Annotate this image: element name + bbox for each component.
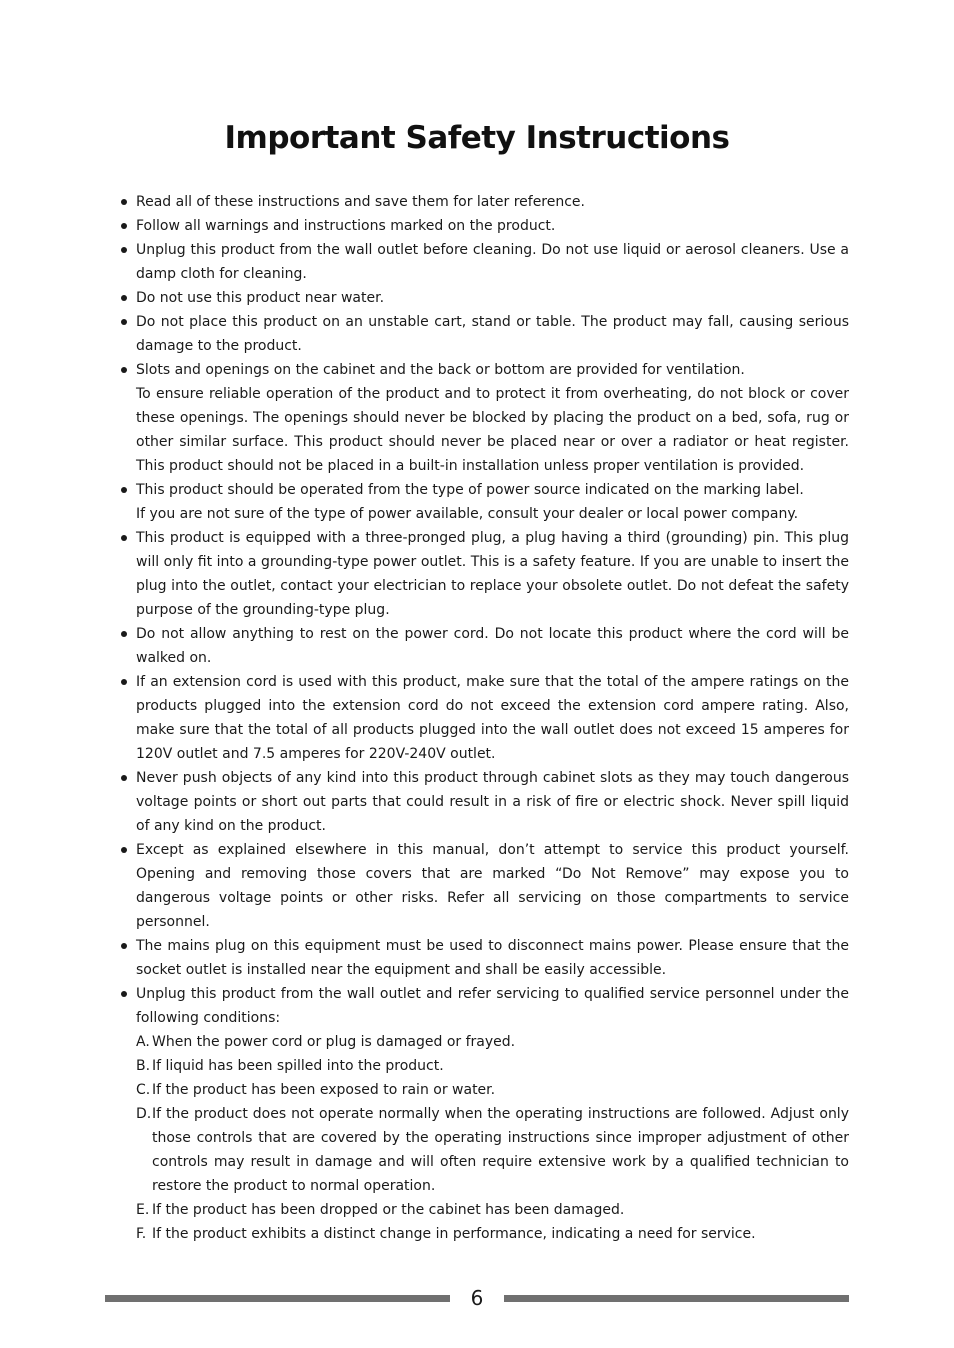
list-item — [118, 238, 849, 286]
condition-text: If liquid has been spilled into the product. — [152, 1058, 444, 1074]
bullet-icon — [121, 367, 127, 373]
list-item — [118, 358, 849, 478]
list-item — [118, 286, 849, 310]
list-item — [118, 838, 849, 934]
item-text: Do not place this product on an unstable cart, stand or table. The product may fall, causing serious damage to the product. — [136, 314, 849, 354]
condition-item — [136, 1198, 849, 1222]
condition-marker: A. — [136, 1034, 150, 1050]
item-text: Unplug this product from the wall outlet before cleaning. Do not use liquid or aerosol cleaners. Use a damp cloth for cleaning. — [136, 242, 849, 282]
condition-marker: C. — [136, 1082, 151, 1098]
footer-rule-right — [504, 1295, 849, 1302]
condition-item — [136, 1102, 849, 1198]
list-item — [118, 214, 849, 238]
bullet-icon — [121, 631, 127, 637]
bullet-icon — [121, 535, 127, 541]
condition-item — [136, 1078, 849, 1102]
list-item — [118, 766, 849, 838]
page-number: 6 — [470, 1286, 484, 1310]
item-text: This product should be operated from the type of power source indicated on the marking label. — [136, 482, 804, 498]
item-text: Unplug this product from the wall outlet and refer servicing to qualified service personnel under the following conditions: — [136, 986, 849, 1026]
item-text: Never push objects of any kind into this product through cabinet slots as they may touch dangerous voltage points or short out parts that could result in a risk of fire or electric shock. Never spill liquid of any kind on the product. — [136, 770, 849, 834]
condition-text: If the product has been dropped or the cabinet has been damaged. — [152, 1202, 625, 1218]
condition-marker: E. — [136, 1202, 150, 1218]
list-item — [118, 982, 849, 1246]
page-title: Important Safety Instructions — [224, 120, 730, 156]
list-item — [118, 670, 849, 766]
condition-text: If the product exhibits a distinct change in performance, indicating a need for service. — [152, 1226, 756, 1242]
item-text: Do not allow anything to rest on the power cord. Do not locate this product where the cord will be walked on. — [136, 626, 849, 666]
item-text-continuation: If you are not sure of the type of power available, consult your dealer or local power company. — [136, 506, 799, 522]
bullet-icon — [121, 295, 127, 301]
bullet-icon — [121, 991, 127, 997]
bullet-icon — [121, 847, 127, 853]
item-text: Do not use this product near water. — [136, 290, 385, 306]
item-text: Follow all warnings and instructions marked on the product. — [136, 218, 556, 234]
list-item — [118, 526, 849, 622]
safety-instructions-list — [118, 190, 849, 1246]
condition-item — [136, 1054, 849, 1078]
item-text: Slots and openings on the cabinet and the back or bottom are provided for ventilation. — [136, 362, 745, 378]
item-text: This product is equipped with a three-pronged plug, a plug having a third (grounding) pin. This plug will only fit into a grounding-type power outlet. This is a safety feature. If you are unable to insert the plug into the outlet, contact your electrician to replace your obsolete outlet. Do not defeat the safety purpose of the grounding-type plug. — [136, 530, 849, 618]
item-text: Except as explained elsewhere in this manual, don’t attempt to service this product yourself. Opening and removing those covers that are marked “Do Not Remove” may expose you to dangerous voltage points or other risks. Refer all servicing on those compartments to service personnel. — [136, 842, 849, 930]
condition-text: When the power cord or plug is damaged or frayed. — [152, 1034, 516, 1050]
item-text: If an extension cord is used with this product, make sure that the total of the ampere ratings on the products plugged into the extension cord do not exceed the extension cord ampere rating. Also, make sure that the total of all products plugged into the wall outlet does not exceed 15 amperes for 120V outlet and 7.5 amperes for 220V-240V outlet. — [136, 674, 849, 762]
list-item — [118, 478, 849, 526]
condition-text: If the product does not operate normally when the operating instructions are followed. Adjust only those controls that are covered by the operating instructions since improper adjustment of other controls may result in damage and will often require extensive work by a qualified technician to restore the product to normal operation. — [152, 1106, 849, 1194]
bullet-icon — [121, 319, 127, 325]
bullet-icon — [121, 679, 127, 685]
bullet-icon — [121, 487, 127, 493]
condition-marker: D. — [136, 1106, 152, 1122]
list-item — [118, 190, 849, 214]
bullet-icon — [121, 775, 127, 781]
condition-item — [136, 1030, 849, 1054]
bullet-icon — [121, 199, 127, 205]
item-text-continuation: To ensure reliable operation of the product and to protect it from overheating, do not block or cover these openings. The openings should never be blocked by placing the product on a bed, sofa, rug or other similar surface. This product should never be placed near or over a radiator or heat register. This product should not be placed in a built-in installation unless proper ventilation is provided. — [136, 386, 849, 474]
bullet-icon — [121, 943, 127, 949]
condition-marker: F. — [136, 1226, 147, 1242]
bullet-icon — [121, 247, 127, 253]
bullet-icon — [121, 223, 127, 229]
condition-item — [136, 1222, 849, 1246]
item-text: Read all of these instructions and save them for later reference. — [136, 194, 585, 210]
condition-text: If the product has been exposed to rain or water. — [152, 1082, 496, 1098]
condition-marker: B. — [136, 1058, 151, 1074]
footer-rule-left — [105, 1295, 450, 1302]
list-item — [118, 310, 849, 358]
conditions-list — [136, 1030, 849, 1246]
list-item — [118, 934, 849, 982]
list-item — [118, 622, 849, 670]
item-text: The mains plug on this equipment must be used to disconnect mains power. Please ensure that the socket outlet is installed near the equipment and shall be easily accessible. — [136, 938, 849, 978]
